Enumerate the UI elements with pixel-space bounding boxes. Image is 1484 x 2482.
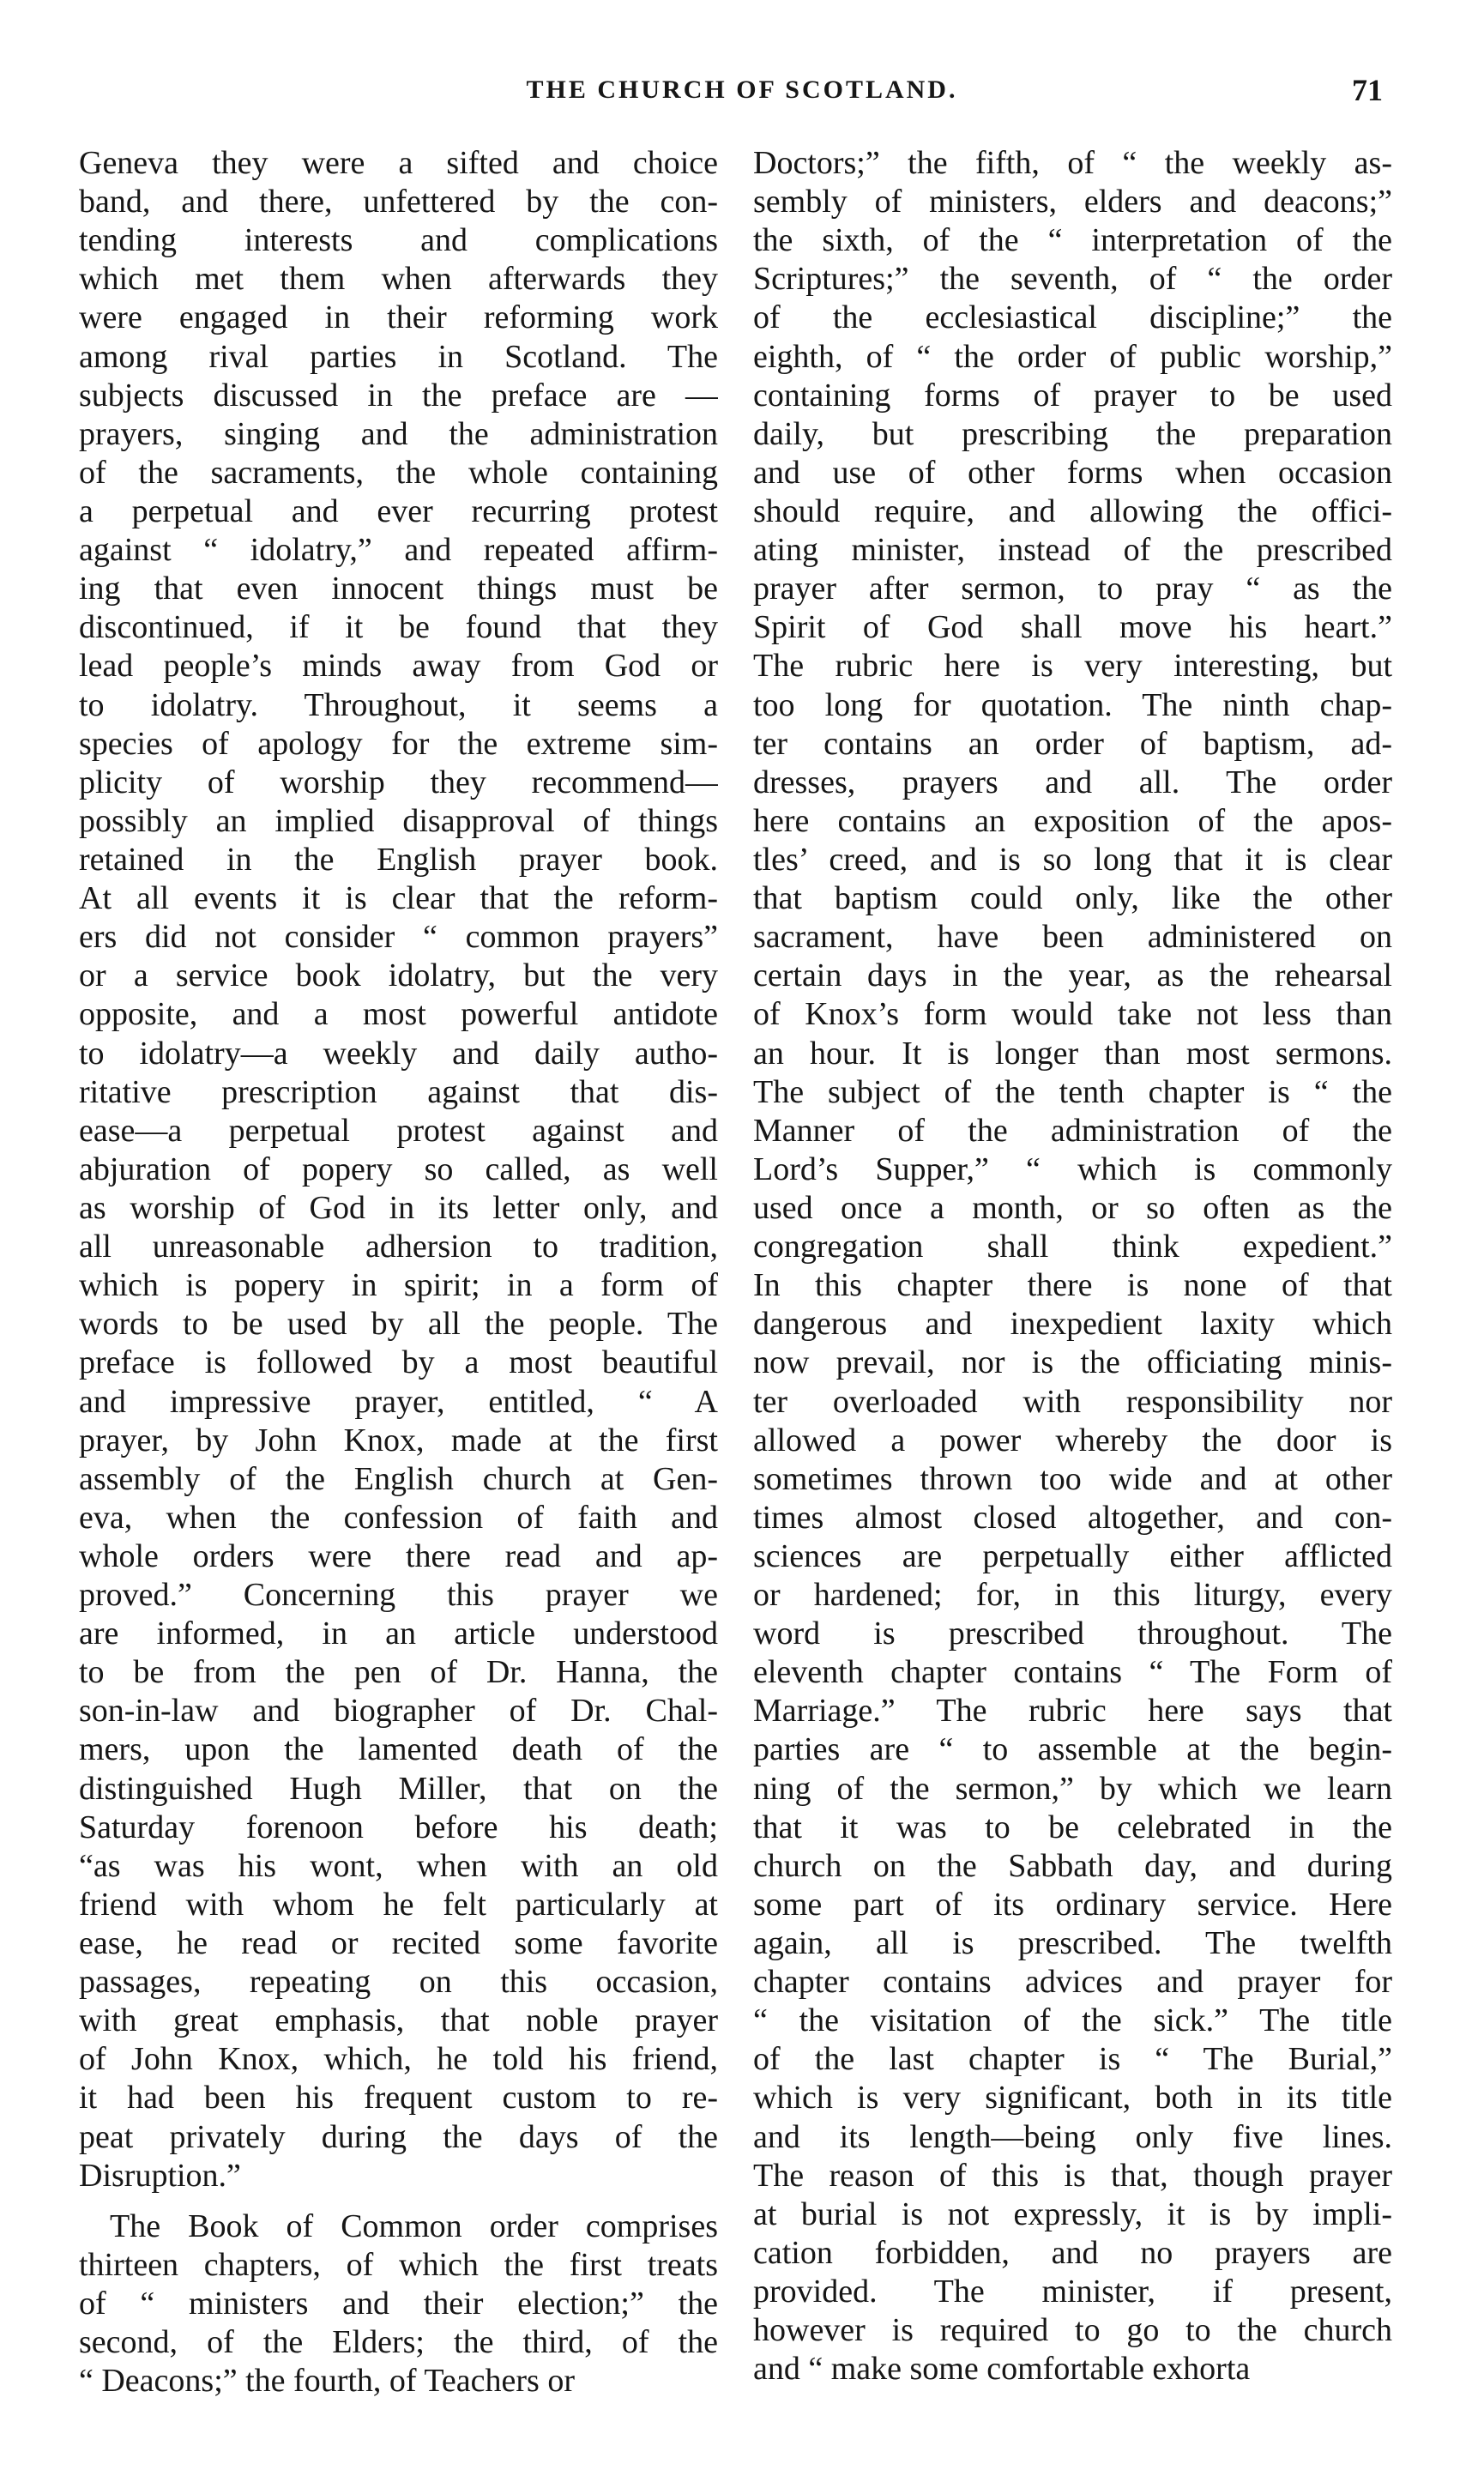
text-line: peat privately during the days of the <box>79 2118 718 2155</box>
text-line: word is prescribed throughout. The <box>753 1615 1392 1652</box>
text-line: eva, when the confession of faith and <box>79 1499 718 1536</box>
text-line: The reason of this is that, though prayer <box>753 2157 1392 2194</box>
text-line: prayer after sermon, to pray “ as the <box>753 571 1392 607</box>
text-line: preface is followed by a most beautiful <box>79 1344 718 1381</box>
text-line: which met them when afterwards they <box>79 261 718 298</box>
text-line: sembly of ministers, elders and deacons;” <box>753 184 1392 220</box>
text-line: band, and there, unfettered by the con- <box>79 184 718 220</box>
text-line: The rubric here is very interesting, but <box>753 648 1392 685</box>
text-line: of Knox’s form would take not less than <box>753 996 1392 1033</box>
text-line: The Book of Common order comprises <box>110 2207 718 2244</box>
text-line: lead people’s minds away from God or <box>79 648 718 685</box>
text-line: daily, but prescribing the preparation <box>753 415 1392 452</box>
text-line: proved.” Concerning this prayer we <box>79 1577 718 1614</box>
text-line: at burial is not expressly, it is by impli- <box>753 2195 1392 2232</box>
text-line: cation forbidden, and no prayers are <box>753 2234 1392 2271</box>
text-line: with great emphasis, that noble prayer <box>79 2002 718 2039</box>
text-line: ning of the sermon,” by which we learn <box>753 1770 1392 1807</box>
text-line: it had been his frequent custom to re- <box>79 2080 718 2117</box>
page-number: 71 <box>1352 73 1383 107</box>
text-line: Doctors;” the fifth, of “ the weekly as- <box>753 145 1392 181</box>
text-line: subjects discussed in the preface are — <box>79 377 718 414</box>
text-line: whole orders were there read and ap- <box>79 1537 718 1574</box>
text-line: ease—a perpetual protest against and <box>79 1112 718 1149</box>
text-line: that it was to be celebrated in the <box>753 1809 1392 1845</box>
text-line: The subject of the tenth chapter is “ the <box>753 1073 1392 1110</box>
text-line: opposite, and a most powerful antidote <box>79 996 718 1033</box>
text-line: parties are “ to assemble at the begin- <box>753 1731 1392 1768</box>
text-line: the sixth, of the “ interpretation of the <box>753 222 1392 259</box>
text-line: of John Knox, which, he told his friend, <box>79 2041 718 2078</box>
text-line: too long for quotation. The ninth chap- <box>753 686 1392 723</box>
text-line: of the last chapter is “ The Burial,” <box>753 2041 1392 2078</box>
text-line: possibly an implied disapproval of things <box>79 802 718 839</box>
text-line: second, of the Elders; the third, of the <box>79 2324 718 2361</box>
text-line: passages, repeating on this occasion, <box>79 1964 718 2001</box>
text-line: At all events it is clear that the reform- <box>79 880 718 917</box>
text-column-right <box>753 144 1392 2452</box>
text-line: ating minister, instead of the prescribed <box>753 532 1392 569</box>
text-line: church on the Sabbath day, and during <box>753 1847 1392 1884</box>
text-line: friend with whom he felt particularly at <box>79 1886 718 1923</box>
text-line: congregation shall think expedient.” <box>753 1229 1392 1265</box>
text-line: sciences are perpetually either afflicted <box>753 1537 1392 1574</box>
text-line: Lord’s Supper,” “ which is commonly <box>753 1150 1392 1187</box>
text-line: allowed a power whereby the door is <box>753 1422 1392 1458</box>
text-line: and use of other forms when occasion <box>753 454 1392 491</box>
text-line: Disruption.” <box>79 2157 241 2194</box>
text-line: times almost closed altogether, and con- <box>753 1499 1392 1536</box>
text-line: were engaged in their reforming work <box>79 299 718 336</box>
text-line: abjuration of popery so called, as well <box>79 1150 718 1187</box>
text-line: ing that even innocent things must be <box>79 571 718 607</box>
text-line: now prevail, nor is the officiating minis- <box>753 1344 1392 1381</box>
text-line: prayer, by John Knox, made at the first <box>79 1422 718 1458</box>
text-line: ter contains an order of baptism, ad- <box>753 725 1392 762</box>
text-line: plicity of worship they recommend— <box>79 764 718 800</box>
text-line: words to be used by all the people. The <box>79 1306 718 1343</box>
text-line: or hardened; for, in this liturgy, every <box>753 1577 1392 1614</box>
text-line: a perpetual and ever recurring protest <box>79 492 718 529</box>
text-line: of “ ministers and their election;” the <box>79 2286 718 2322</box>
text-line: retained in the English prayer book. <box>79 841 718 878</box>
text-line: dresses, prayers and all. The order <box>753 764 1392 800</box>
text-line: “as was his wont, when with an old <box>79 1847 718 1884</box>
text-line: some part of its ordinary service. Here <box>753 1886 1392 1923</box>
text-line: sacrament, have been administered on <box>753 919 1392 956</box>
text-line: however is required to go to the church <box>753 2312 1392 2349</box>
text-line: ter overloaded with responsibility nor <box>753 1383 1392 1420</box>
text-line: here contains an exposition of the apos- <box>753 802 1392 839</box>
text-line: prayers, singing and the administration <box>79 415 718 452</box>
text-line: son-in-law and biographer of Dr. Chal- <box>79 1693 718 1730</box>
text-line: as worship of God in its letter only, and <box>79 1189 718 1226</box>
text-line: certain days in the year, as the rehearsal <box>753 957 1392 994</box>
text-line: are informed, in an article understood <box>79 1615 718 1652</box>
text-line: an hour. It is longer than most sermons. <box>753 1035 1392 1072</box>
text-line: distinguished Hugh Miller, that on the <box>79 1770 718 1807</box>
text-line: or a service book idolatry, but the very <box>79 957 718 994</box>
text-line: again, all is prescribed. The twelfth <box>753 1925 1392 1962</box>
text-line: to idolatry. Throughout, it seems a <box>79 686 718 723</box>
text-line: all unreasonable adhersion to tradition, <box>79 1229 718 1265</box>
text-line: “ the visitation of the sick.” The title <box>753 2002 1392 2039</box>
text-line: which is popery in spirit; in a form of <box>79 1267 718 1304</box>
text-line: Saturday forenoon before his death; <box>79 1809 718 1845</box>
text-line: In this chapter there is none of that <box>753 1267 1392 1304</box>
text-line: eleventh chapter contains “ The Form of <box>753 1654 1392 1691</box>
text-line: and impressive prayer, entitled, “ A <box>79 1383 718 1420</box>
running-title: THE CHURCH OF SCOTLAND. <box>526 75 958 104</box>
text-line: Geneva they were a sifted and choice <box>79 145 718 181</box>
text-line: provided. The minister, if present, <box>753 2274 1392 2310</box>
text-line: should require, and allowing the offici- <box>753 492 1392 529</box>
text-line: against “ idolatry,” and repeated affirm- <box>79 532 718 569</box>
text-line: discontinued, if it be found that they <box>79 609 718 646</box>
text-line: chapter contains advices and prayer for <box>753 1964 1392 2001</box>
text-line: mers, upon the lamented death of the <box>79 1731 718 1768</box>
text-line: Spirit of God shall move his heart.” <box>753 609 1392 646</box>
text-line: containing forms of prayer to be used <box>753 377 1392 414</box>
text-line: sometimes thrown too wide and at other <box>753 1460 1392 1497</box>
text-line: Manner of the administration of the <box>753 1112 1392 1149</box>
text-line: ease, he read or recited some favorite <box>79 1925 718 1962</box>
text-line: to idolatry—a weekly and daily autho- <box>79 1035 718 1072</box>
text-line: to be from the pen of Dr. Hanna, the <box>79 1654 718 1691</box>
text-line: species of apology for the extreme sim- <box>79 725 718 762</box>
text-line: used once a month, or so often as the <box>753 1189 1392 1226</box>
text-line: eighth, of “ the order of public worship,” <box>753 338 1392 375</box>
paragraph-gap <box>79 2195 718 2207</box>
text-column-left <box>79 144 718 2452</box>
text-line: Scriptures;” the seventh, of “ the order <box>753 261 1392 298</box>
text-line: ritative prescription against that dis- <box>79 1073 718 1110</box>
text-line: tending interests and complications <box>79 222 718 259</box>
text-line: tles’ creed, and is so long that it is clear <box>753 841 1392 878</box>
text-line: assembly of the English church at Gen- <box>79 1460 718 1497</box>
text-line: of the ecclesiastical discipline;” the <box>753 299 1392 336</box>
text-line: and “ make some comfortable exhorta <box>753 2351 1251 2388</box>
text-line: Marriage.” The rubric here says that <box>753 1693 1392 1730</box>
text-line: dangerous and inexpedient laxity which <box>753 1306 1392 1343</box>
text-line: that baptism could only, like the other <box>753 880 1392 917</box>
text-line: ers did not consider “ common prayers” <box>79 919 718 956</box>
text-line: thirteen chapters, of which the first treats <box>79 2246 718 2283</box>
text-line: which is very significant, both in its title <box>753 2080 1392 2117</box>
text-line: among rival parties in Scotland. The <box>79 338 718 375</box>
text-line: of the sacraments, the whole containing <box>79 454 718 491</box>
text-line: and its length—being only five lines. <box>753 2118 1392 2155</box>
text-line: “ Deacons;” the fourth, of Teachers or <box>79 2363 575 2400</box>
